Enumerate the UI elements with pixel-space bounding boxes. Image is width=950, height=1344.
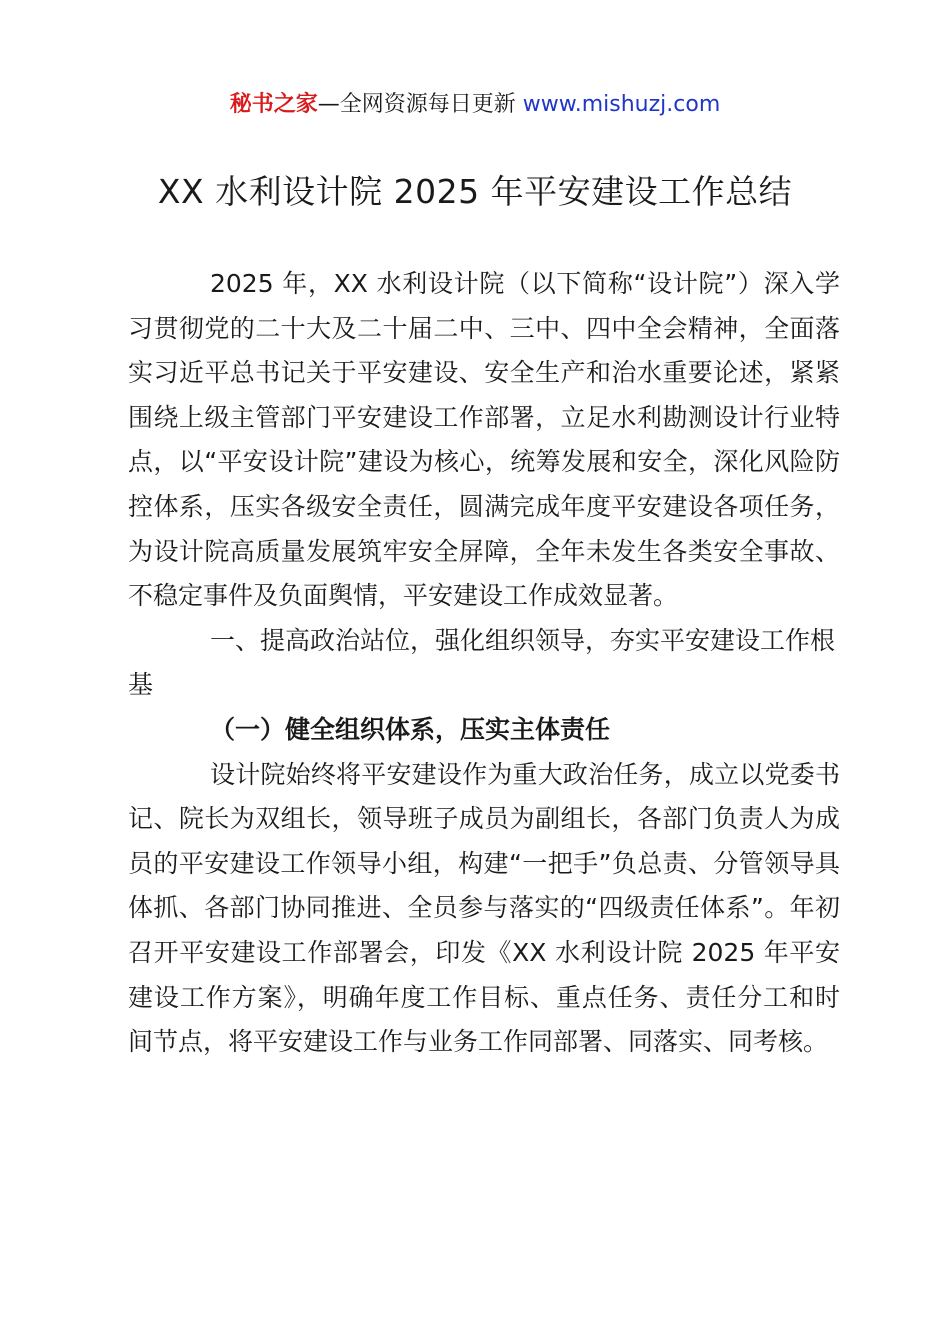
- document-title: XX 水利设计院 2025 年平安建设工作总结: [157, 172, 793, 211]
- site-brand: 秘书之家: [229, 92, 318, 117]
- site-header: [0, 88, 950, 122]
- site-tagline: —全网资源每日更新: [317, 92, 523, 117]
- intro-paragraph: 2025 年，XX 水利设计院（以下简称“设计院”）深入学习贯彻党的二十大及二十届二中、三中、四中全会精神，全面落实习近平总书记关于平安建设、安全生产和治水重要论述，紧紧围绕上级主管部门平安建设工作部署，立足水利勘测设计行业特点，以“平安设计院”建设为核心，统筹发展和安全，深化风险防控体系，压实各级安全责任，圆满完成年度平安建设各项任务，为设计院高质量发展筑牢安全屏障，全年未发生各类安全事故、不稳定事件及负面舆情，平安建设工作成效显著。: [128, 269, 840, 611]
- section-heading-1: 一、提高政治站位，强化组织领导，夯实平安建设工作根基: [128, 625, 836, 700]
- subsection-heading-1: （一）健全组织体系，压实主体责任: [210, 714, 611, 744]
- document-body: [128, 262, 840, 1065]
- site-url-link[interactable]: www.mishuzj.com: [522, 92, 721, 117]
- subsection-paragraph-1: 设计院始终将平安建设作为重大政治任务，成立以党委书记、院长为双组长，领导班子成员为副组长，各部门负责人为成员的平安建设工作领导小组，构建“一把手”负总责、分管领导具体抓、各部门协同推进、全员参与落实的“四级责任体系”。年初召开平安建设工作部署会，印发《XX 水利设计院 2025 年平安建设工作方案》，明确年度工作目标、重点任务、责任分工和时间节点，将平安建设工作与业务工作同部署、同落实、同考核。: [128, 759, 840, 1057]
